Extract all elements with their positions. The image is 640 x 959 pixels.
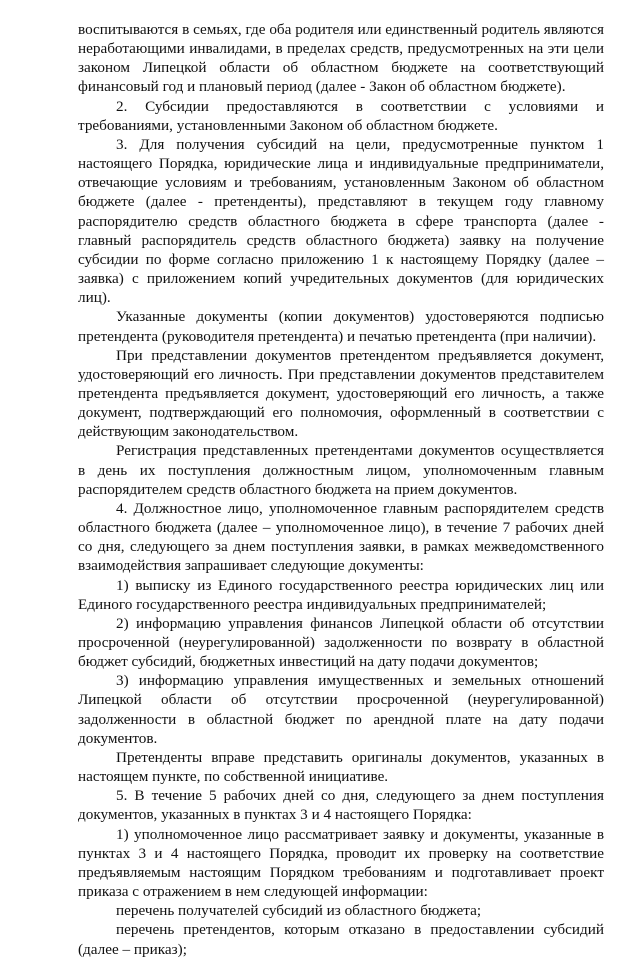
paragraph-documents-certification: Указанные документы (копии документов) удостоверяются подписью претендента (руководителя претендента) и печатью претендента (при наличии).: [78, 308, 604, 345]
paragraph-registration: Регистрация представленных претендентами документов осуществляется в день их поступления должностным лицом, уполномоченным главным распорядителем средств областного бюджета на прием документов.: [78, 442, 604, 498]
paragraph-clause-2: 2. Субсидии предоставляются в соответствии с условиями и требованиями, установленными Законом об областном бюджете.: [78, 97, 604, 134]
paragraph-continuation: воспитываются в семьях, где оба родителя или единственный родитель являются неработающими инвалидами, в пределах средств, предусмотренных на эти цели законом Липецкой области об областном бюджете на соответствующий финансовый год и плановый период (далее - Закон об областном бюджете).: [78, 21, 604, 96]
document-page: [78, 20, 604, 959]
paragraph-clause-3: 3. Для получения субсидий на цели, предусмотренные пунктом 1 настоящего Порядка, юридические лица и индивидуальные предприниматели, отвечающие условиям и требованиям, установленным Законом об областном бюджете (далее - претенденты), представляют в текущем году главному распорядителю средств областного бюджета в сфере транспорта (далее - главный распорядитель средств областного бюджета) заявку на получение субсидии по форме согласно приложению 1 к настоящему Порядку (далее – заявка) с приложением копий учредительных документов (для юридических лиц).: [78, 135, 604, 307]
paragraph-clause-5: 5. В течение 5 рабочих дней со дня, следующего за днем поступления документов, указанных в пунктах 3 и 4 настоящего Порядка:: [78, 787, 604, 824]
list-item-2: 2) информацию управления финансов Липецкой области об отсутствии просроченной (неурегулированной) задолженности по возврату в областной бюджет субсидий, бюджетных инвестиций на дату подачи документов;: [78, 614, 604, 671]
paragraph-recipients-list: перечень получателей субсидий из областного бюджета;: [116, 902, 482, 920]
list-item-3: 3) информацию управления имущественных и земельных отношений Липецкой области об отсутствии просроченной (неурегулированной) задолженности в областной бюджет по арендной плате на дату подачи документов.: [78, 672, 604, 747]
list-item-5-1: 1) уполномоченное лицо рассматривает заявку и документы, указанные в пунктах 3 и 4 настоящего Порядка, проводит их проверку на соответствие предъявляемым настоящим Порядком требованиям и подготавливает проект приказа с отражением в нем следующей информации:: [78, 825, 604, 901]
list-item-1: 1) выписку из Единого государственного реестра юридических лиц или Единого государственного реестра индивидуальных предпринимателей;: [78, 576, 604, 613]
paragraph-originals: Претенденты вправе представить оригиналы документов, указанных в настоящем пункте, по собственной инициативе.: [78, 748, 604, 786]
paragraph-identity-document: При представлении документов претендентом предъявляется документ, удостоверяющий его личность. При представлении документов представителем претендента предъявляется документ, удостоверяющий его личность, а также документ, подтверждающий его полномочия, оформленный в соответствии с действующим законодательством.: [78, 346, 604, 441]
paragraph-clause-4: 4. Должностное лицо, уполномоченное главным распорядителем средств областного бюджета (далее – уполномоченное лицо), в течение 7 рабочих дней со дня, следующего за днем поступления заявки, в рамках межведомственного взаимодействия запрашивает следующие документы:: [78, 499, 604, 575]
paragraph-refused-list: перечень претендентов, которым отказано в предоставлении субсидий (далее – приказ);: [78, 921, 604, 958]
